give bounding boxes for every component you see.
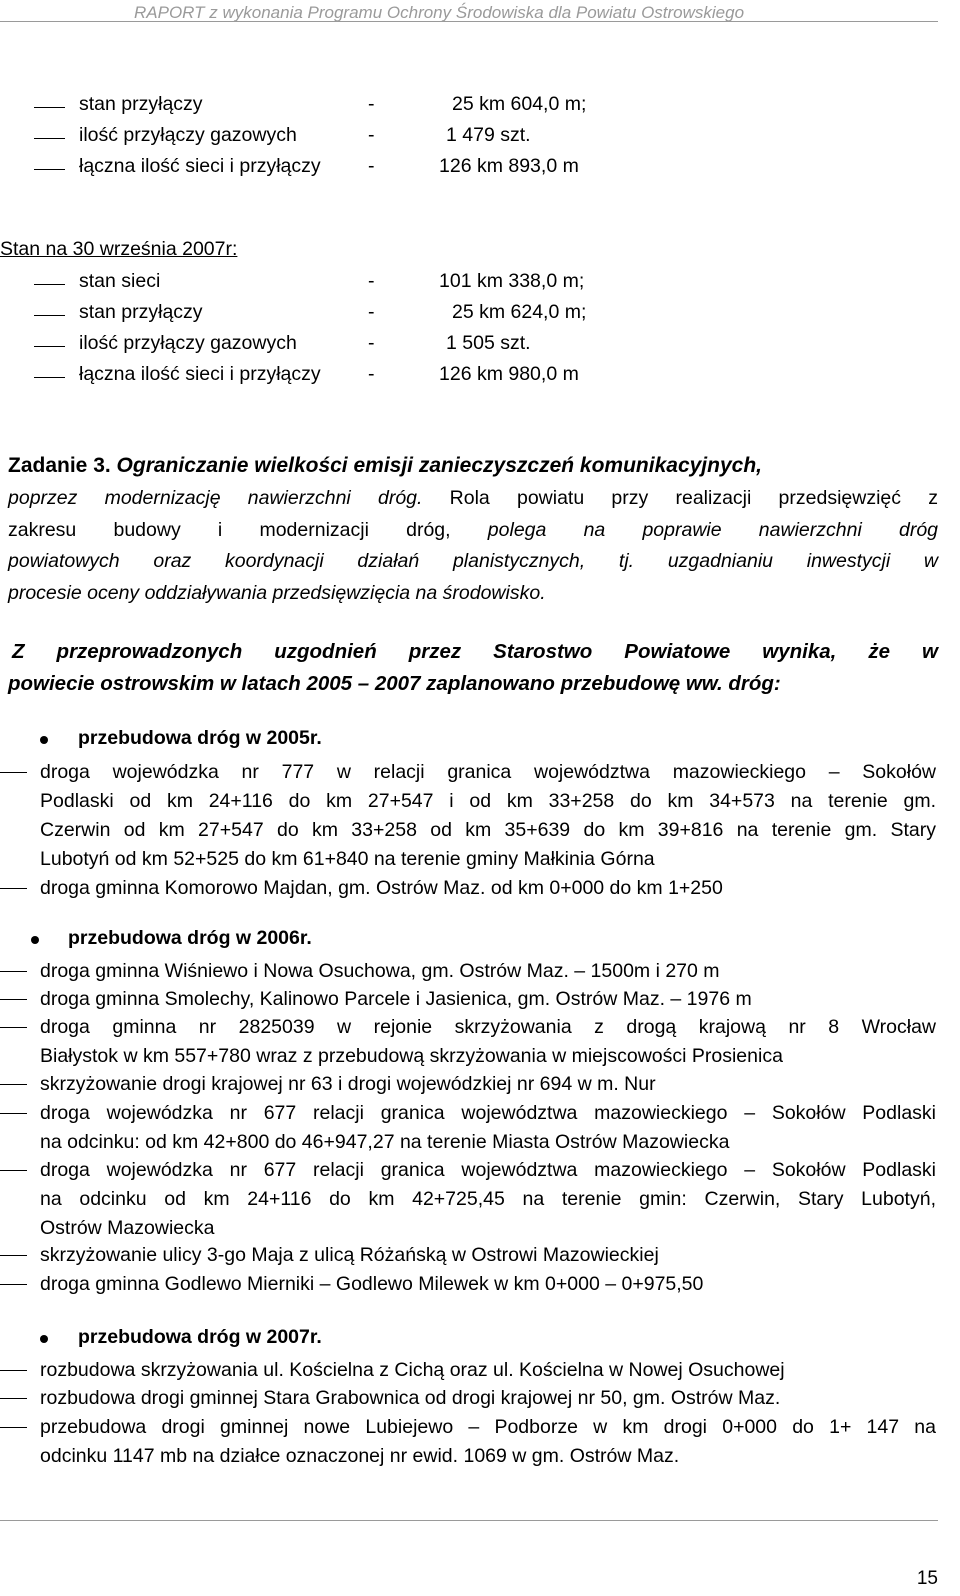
stat-label: stan przyłączy	[79, 93, 203, 115]
list-item-line: Białystok w km 557+780 wraz z przebudową skrzyżowania w miejscowości Prosienica	[40, 1045, 783, 1067]
task-title-rest: Ograniczanie wielkości emisji zanieczyszczeń komunikacyjnych,	[116, 454, 762, 477]
dash-marker	[34, 346, 65, 347]
dash-marker	[34, 107, 65, 108]
list-item	[0, 1241, 938, 1270]
list-item-line: skrzyżowanie ulicy 3-go Maja z ulicą Różańską w Ostrowi Mazowieckiej	[40, 1244, 659, 1266]
task-line-text: Rola powiatu przy realizacji przedsięwzięć z	[449, 487, 938, 509]
stat-separator: -	[368, 270, 375, 292]
list-item-body	[40, 957, 936, 986]
stat-separator: -	[368, 124, 375, 146]
list-item	[0, 1270, 938, 1299]
list-item	[0, 874, 938, 903]
dash-marker	[0, 1084, 27, 1085]
list-item-body	[40, 985, 936, 1014]
list-item	[0, 1384, 938, 1413]
list-item-line: rozbudowa drogi gminnej Stara Grabownica od drogi krajowej nr 50, gm. Ostrów Maz.	[40, 1387, 781, 1409]
list-item-body	[40, 1384, 936, 1413]
stat-separator: -	[368, 363, 375, 385]
list-item-line: odcinku 1147 mb na działce oznaczonej nr ewid. 1069 w gm. Ostrów Maz.	[40, 1445, 680, 1467]
list-item	[0, 985, 938, 1014]
list-item-line: na odcinku od km 24+116 do km 42+725,45 na terenie gmin: Czerwin, Stary Lubotyń,	[40, 1188, 936, 1210]
dash-marker	[0, 999, 27, 1000]
dash-marker	[34, 377, 65, 378]
list-item	[0, 1099, 938, 1157]
stat-value: 1 505 szt.	[446, 332, 531, 354]
bullet-icon	[31, 936, 39, 944]
header-title: RAPORT z wykonania Programu Ochrony Środowiska dla Powiatu Ostrowskiego	[134, 3, 745, 22]
list-item	[0, 1356, 938, 1385]
dash-marker	[34, 138, 65, 139]
list-item	[0, 1013, 938, 1071]
stat-label: stan przyłączy	[79, 301, 203, 323]
stat-value: 126 km 893,0 m	[439, 155, 579, 177]
section-heading-text: przebudowa dróg w 2006r.	[68, 927, 312, 949]
list-item-body	[40, 1413, 936, 1471]
stat-value: 25 km 624,0 m;	[452, 301, 587, 323]
list-item-line: Lubotyń od km 52+525 do km 61+840 na terenie gminy Małkinia Górna	[40, 848, 655, 870]
stat-separator: -	[368, 155, 375, 177]
task-line: procesie oceny oddziaływania przedsięwzięcia na środowisko.	[8, 582, 546, 604]
task-line	[8, 487, 938, 510]
list-item-line: przebudowa drogi gminnej nowe Lubiejewo – Podborze w km drogi 0+000 do 1+ 147 na	[40, 1416, 936, 1438]
task-line-text: zakresu budowy i modernizacji dróg,	[8, 519, 451, 541]
stat-value: 101 km 338,0 m;	[439, 270, 585, 292]
dash-marker	[0, 1370, 27, 1371]
list-item	[0, 758, 938, 874]
list-item-line: Ostrów Mazowiecka	[40, 1217, 215, 1239]
list-item-body	[40, 758, 936, 874]
list-item-body	[40, 1013, 936, 1071]
dash-marker	[0, 1255, 27, 1256]
section-heading	[0, 927, 800, 957]
stat-separator: -	[368, 93, 375, 115]
bullet-icon	[40, 1335, 48, 1343]
dash-marker	[34, 169, 65, 170]
list-item-line: droga gminna Wiśniewo i Nowa Osuchowa, gm. Ostrów Maz. – 1500m i 270 m	[40, 960, 720, 982]
task-line-italic: poprzez modernizację nawierzchni dróg.	[8, 487, 423, 509]
list-item-line: droga gminna Godlewo Mierniki – Godlewo Milewek w km 0+000 – 0+975,50	[40, 1273, 704, 1295]
list-item-body	[40, 1241, 936, 1270]
stat-label: łączna ilość sieci i przyłączy	[79, 155, 321, 177]
task-label: Zadanie 3.	[8, 454, 111, 477]
list-item-body	[40, 1356, 936, 1385]
section-heading	[0, 727, 800, 757]
list-item-line: Podlaski od km 24+116 do km 27+547 i od km 33+258 do km 34+573 na terenie gm.	[40, 790, 936, 812]
summary-line: Z przeprowadzonych uzgodnień przez Starostwo Powiatowe wynika, że w	[12, 640, 938, 663]
list-item-line: na odcinku: od km 42+800 do 46+947,27 na terenie Miasta Ostrów Mazowiecka	[40, 1131, 730, 1153]
stat-label: ilość przyłączy gazowych	[79, 124, 297, 146]
list-item-body	[40, 1270, 936, 1299]
task-line-italic: polega na poprawie nawierzchni dróg	[487, 519, 939, 541]
dash-marker	[34, 315, 65, 316]
header-rule	[0, 21, 938, 22]
stat-label: stan sieci	[79, 270, 161, 292]
list-item	[0, 1413, 938, 1471]
list-item-body	[40, 1156, 936, 1243]
footer-rule	[0, 1520, 938, 1521]
list-item-line: droga gminna Komorowo Majdan, gm. Ostrów Maz. od km 0+000 do km 1+250	[40, 877, 723, 899]
list-item	[0, 957, 938, 986]
stat-separator: -	[368, 332, 375, 354]
list-item-line: Czerwin od km 27+547 do km 33+258 od km 35+639 do km 39+816 na terenie gm. Stary	[40, 819, 936, 841]
summary-line: powiecie ostrowskim w latach 2005 – 2007 zaplanowano przebudowę ww. dróg:	[8, 672, 781, 695]
bullet-icon	[40, 736, 48, 744]
stat-separator: -	[368, 301, 375, 323]
list-item	[0, 1070, 938, 1099]
dash-marker	[0, 1284, 27, 1285]
list-item	[0, 1156, 938, 1243]
page-number: 15	[916, 1568, 938, 1589]
stat-value: 1 479 szt.	[446, 124, 531, 146]
dash-marker	[0, 1427, 27, 1428]
list-item-line: droga gminna nr 2825039 w rejonie skrzyżowania z drogą krajową nr 8 Wrocław	[40, 1016, 936, 1038]
dash-marker	[0, 888, 27, 889]
list-item-line: rozbudowa skrzyżowania ul. Kościelna z Cichą oraz ul. Kościelna w Nowej Osuchowej	[40, 1359, 785, 1381]
stats-title: Stan na 30 września 2007r:	[0, 238, 238, 260]
list-item-line: droga wojewódzka nr 777 w relacji granica województwa mazowieckiego – Sokołów	[40, 761, 936, 783]
dash-marker	[34, 284, 65, 285]
section-heading	[0, 1326, 800, 1356]
list-item-body	[40, 1099, 936, 1157]
dash-marker	[0, 1398, 27, 1399]
section-heading-text: przebudowa dróg w 2007r.	[78, 1326, 322, 1348]
dash-marker	[0, 1170, 27, 1171]
list-item-line: droga wojewódzka nr 677 relacji granica województwa mazowieckiego – Sokołów Podlaski	[40, 1102, 936, 1124]
task-title	[8, 454, 762, 478]
page-header	[0, 0, 960, 26]
list-item-line: droga wojewódzka nr 677 relacji granica województwa mazowieckiego – Sokołów Podlaski	[40, 1159, 936, 1181]
list-item-body	[40, 874, 936, 903]
list-item-line: skrzyżowanie drogi krajowej nr 63 i drogi wojewódzkiej nr 694 w m. Nur	[40, 1073, 656, 1095]
dash-marker	[0, 971, 27, 972]
task-line	[8, 519, 938, 542]
dash-marker	[0, 772, 27, 773]
section-heading-text: przebudowa dróg w 2005r.	[78, 727, 322, 749]
dash-marker	[0, 1113, 27, 1114]
task-line: powiatowych oraz koordynacji działań planistycznych, tj. uzgadnianiu inwestycji w	[8, 550, 938, 572]
stat-value: 126 km 980,0 m	[439, 363, 579, 385]
stat-label: ilość przyłączy gazowych	[79, 332, 297, 354]
list-item-body	[40, 1070, 936, 1099]
list-item-line: droga gminna Smolechy, Kalinowo Parcele i Jasienica, gm. Ostrów Maz. – 1976 m	[40, 988, 752, 1010]
stat-value: 25 km 604,0 m;	[452, 93, 587, 115]
dash-marker	[0, 1027, 27, 1028]
stat-label: łączna ilość sieci i przyłączy	[79, 363, 321, 385]
